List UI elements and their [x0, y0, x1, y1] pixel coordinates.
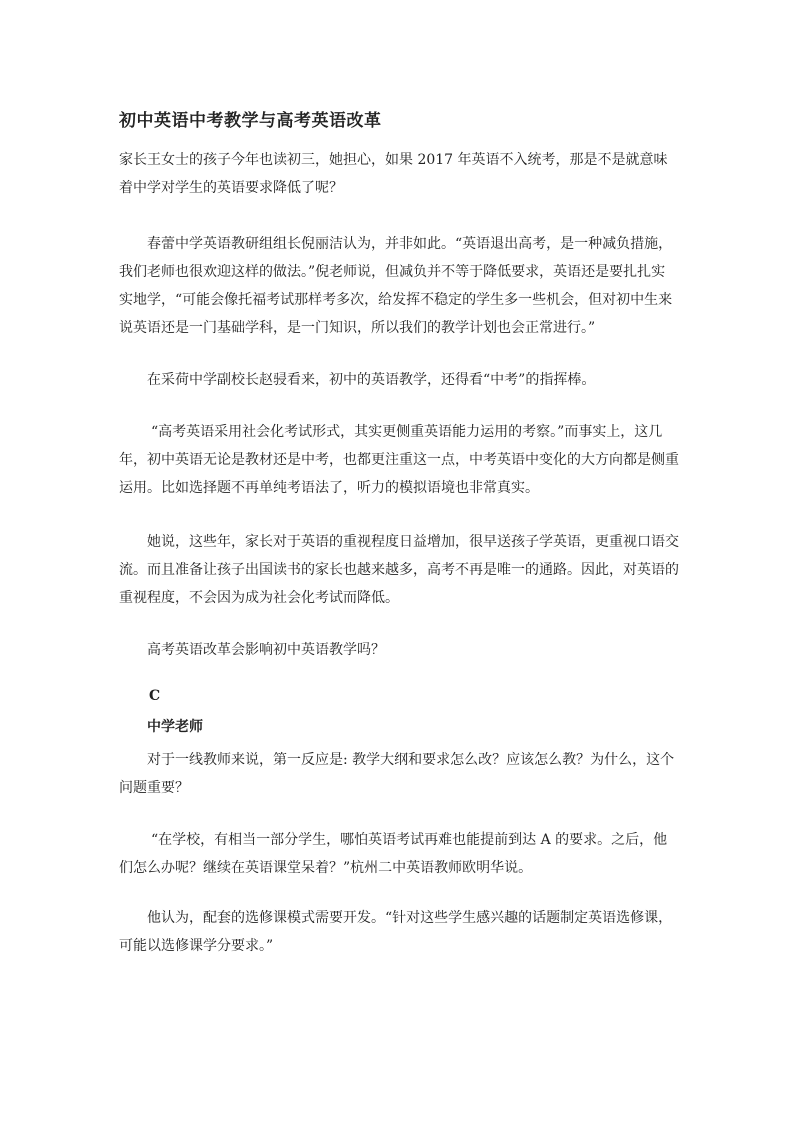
paragraph-2: 春蕾中学英语教研组组长倪丽洁认为，并非如此。“英语退出高考，是一种减负措施，我们老师也很欢迎这样的做法。”倪老师说，但减负并不等于降低要求，英语还是要扎扎实实地学，“可能会像托福考试那样考多次，给发挥不稳定的学生多一些机会，但对初中生来说英语还是一门基础学科，是一门知识，所以我们的教学计划也会正常进行。”	[119, 236, 673, 336]
paragraph-7: 对于一线教师来说，第一反应是: 教学大纲和要求怎么改？应该怎么教？为什么，这个问题重要？	[119, 752, 675, 796]
paragraph-9: 他认为，配套的选修课模式需要开发。“针对这些学生感兴趣的话题制定英语选修课，可能以选修课学分要求。”	[119, 910, 673, 954]
paragraph-6: 高考英语改革会影响初中英语教学吗？	[147, 642, 385, 658]
paragraph-8: “在学校，有相当一部分学生，哪怕英语考试再难也能提前到达 A 的要求。之后，他们怎么办呢？继续在英语课堂呆着？”杭州二中英语教师欧明华说。	[119, 832, 668, 876]
section-subheading: 中学老师	[147, 719, 203, 735]
section-label-c: C	[149, 688, 161, 704]
paragraph-3: 在采荷中学副校长赵骎看来，初中的英语教学，还得看“中考”的指挥棒。	[147, 372, 596, 388]
paragraph-1: 家长王女士的孩子今年也读初三，她担心，如果 2017 年英语不入统考，那是不是就意味着中学对学生的英语要求降低了呢？	[119, 152, 668, 196]
article-title: 初中英语中考教学与高考英语改革	[119, 111, 382, 131]
paragraph-4: “高考英语采用社会化考试形式，其实更侧重英语能力运用的考察。”而事实上，这几年，初中英语无论是教材还是中考，也都更注重这一点，中考英语中变化的大方向都是侧重运用。比如选择题不再单纯考语法了，听力的模拟语境也非常真实。	[119, 424, 679, 496]
paragraph-5: 她说，这些年，家长对于英语的重视程度日益增加，很早送孩子学英语，更重视口语交流。而且准备让孩子出国读书的家长也越来越多，高考不再是唯一的通路。因此，对英语的重视程度，不会因为成为社会化考试而降低。	[119, 534, 679, 606]
